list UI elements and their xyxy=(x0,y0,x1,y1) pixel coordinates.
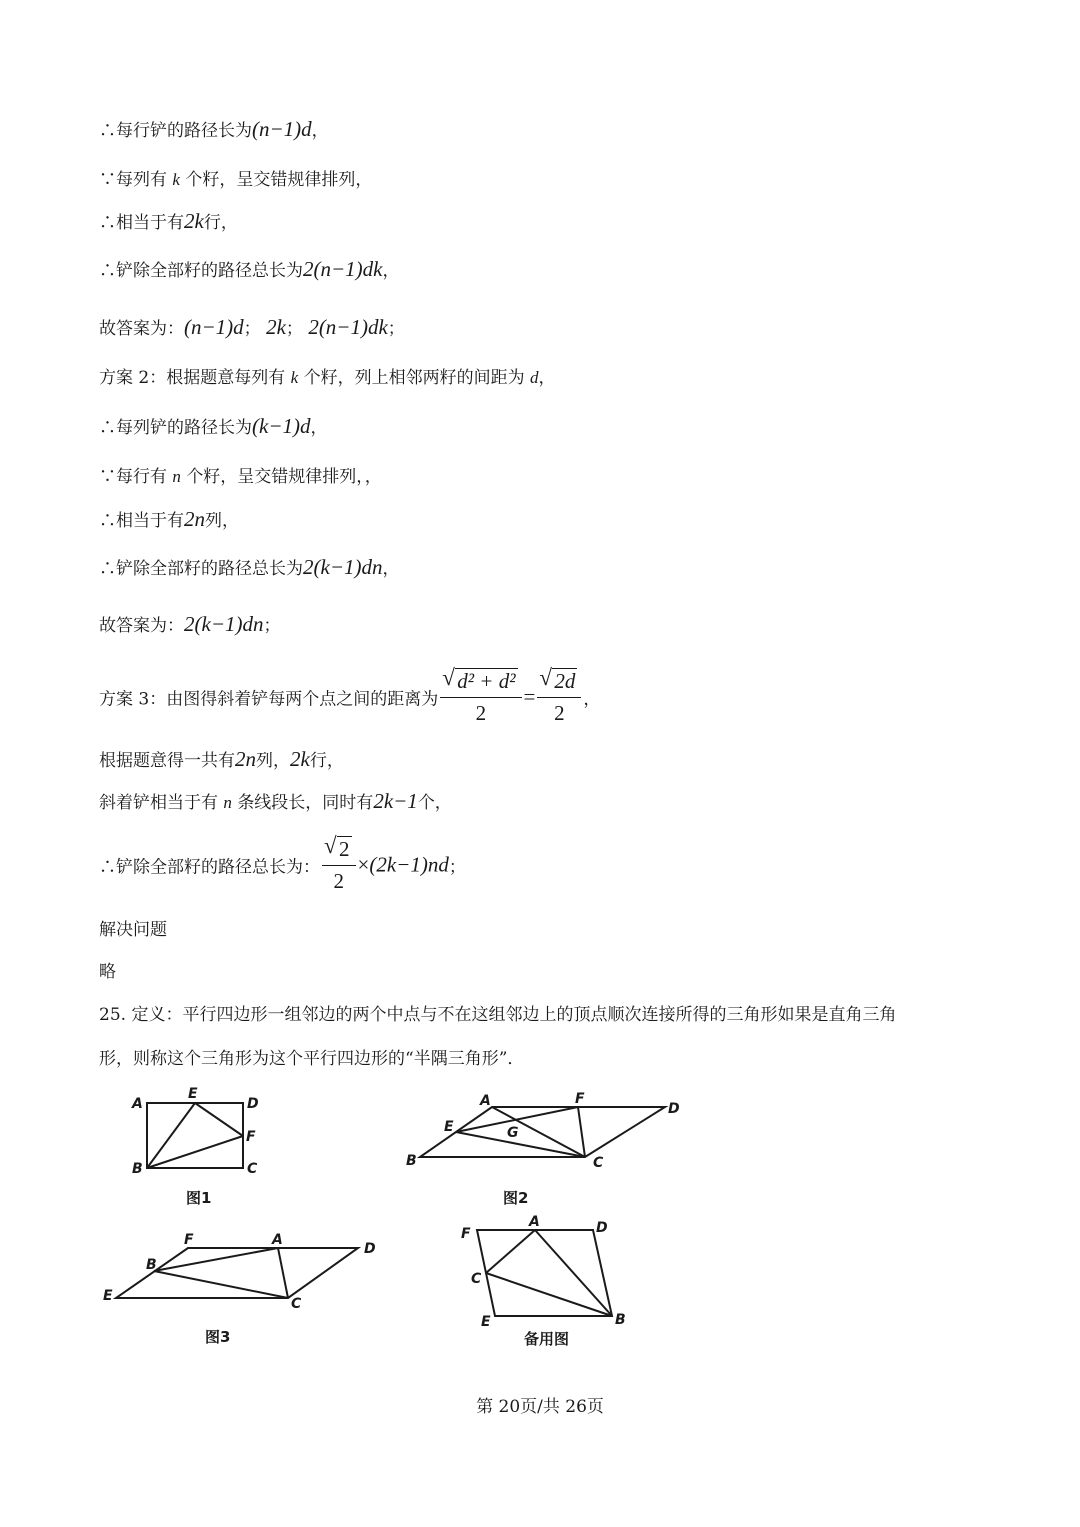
label-D: D xyxy=(668,1101,680,1117)
solution-line-15: ∴铲除全部籽的路径总长为： √ $\frac{2}{2}$ ×(2k−1)nd； xyxy=(99,836,466,894)
answer-line-2: 故答案为：2(k−1)dn； xyxy=(99,612,281,636)
solution-line-2: ∵每列有 k 个籽，呈交错规律排列， xyxy=(99,170,373,190)
label-E: E xyxy=(188,1086,198,1102)
label-D: D xyxy=(247,1096,259,1112)
label-C: C xyxy=(291,1296,302,1312)
answer-line-1: 故答案为：(n−1)d； 2k； 2(n−1)dk； xyxy=(99,315,405,339)
plan-2-intro: 方案 2：根据题意每列有 k 个籽，列上相邻两籽的间距为 d， xyxy=(99,368,556,388)
math-expr: 2k xyxy=(184,209,204,233)
label-C: C xyxy=(471,1271,482,1287)
label-B: B xyxy=(406,1153,417,1169)
label-F: F xyxy=(246,1129,256,1145)
label-F: F xyxy=(184,1232,194,1248)
label-F: F xyxy=(461,1226,471,1242)
label-B: B xyxy=(146,1257,157,1273)
fraction-2: √ $\frac{2d}{2}$ xyxy=(537,668,581,726)
math-expr: (n−1)d xyxy=(252,117,312,141)
label-D: D xyxy=(364,1241,376,1257)
question-25-line-2: 形，则称这个三角形为这个平行四边形的“半隅三角形”． xyxy=(99,1049,525,1069)
label-B: B xyxy=(615,1312,626,1328)
math-expr: 2(n−1)dk xyxy=(303,257,383,281)
solution-line-9: ∴相当于有2n列， xyxy=(99,507,239,531)
page-number: 第 20页/共 26页 xyxy=(476,1397,604,1417)
solution-line-1: ∴每行铲的路径长为(n−1)d， xyxy=(99,117,329,141)
label-E: E xyxy=(481,1314,491,1328)
section-heading: 解决问题 xyxy=(99,920,167,940)
label-C: C xyxy=(593,1155,604,1171)
figure-3-caption: 图3 xyxy=(205,1328,231,1346)
label-D: D xyxy=(596,1220,608,1236)
solution-line-7: ∴每列铲的路径长为(k−1)d， xyxy=(99,414,328,438)
label-F: F xyxy=(575,1091,585,1107)
solution-line-10: ∴铲除全部籽的路径总长为2(k−1)dn， xyxy=(99,555,400,579)
figure-2-caption: 图2 xyxy=(503,1189,529,1207)
omitted-note: 略 xyxy=(99,962,116,982)
label-A: A xyxy=(480,1093,491,1109)
figure-3 xyxy=(100,1228,390,1313)
figure-backup-caption: 备用图 xyxy=(524,1330,570,1348)
plan-3-intro: 方案 3：由图得斜着铲每两个点之间的距离为 √ $\frac{\text{d² + d²}}{2}$ = √ $\frac{2d}{2}$ ， xyxy=(99,668,600,726)
label-A: A xyxy=(272,1232,283,1248)
fraction-1: √ $\frac{\text{d² + d²}}{2}$ xyxy=(440,668,521,726)
figure-backup xyxy=(455,1208,645,1328)
solution-line-3: ∴相当于有2k行， xyxy=(99,209,238,233)
label-E: E xyxy=(444,1119,454,1135)
label-A: A xyxy=(132,1096,143,1112)
question-25-line-1: 25. 定义：平行四边形一组邻边的两个中点与不在这组邻边上的顶点顺次连接所得的三角形如果是直角三角 xyxy=(99,1005,897,1025)
solution-line-4: ∴铲除全部籽的路径总长为2(n−1)dk， xyxy=(99,257,400,281)
fraction-3: √ $\frac{2}{2}$ xyxy=(322,836,356,894)
solution-line-13: 根据题意得一共有2n列，2k行， xyxy=(99,747,344,771)
label-A: A xyxy=(529,1214,540,1230)
label-C: C xyxy=(247,1161,258,1177)
solution-line-8: ∵每行有 n 个籽，呈交错规律排列，， xyxy=(99,467,382,487)
figure-2 xyxy=(400,1085,700,1185)
label-B: B xyxy=(132,1161,143,1177)
label-G: G xyxy=(507,1125,519,1141)
figure-1-caption: 图1 xyxy=(186,1189,212,1207)
solution-line-14: 斜着铲相当于有 n 条线段长，同时有2k−1个， xyxy=(99,789,452,813)
label-E: E xyxy=(103,1288,113,1304)
